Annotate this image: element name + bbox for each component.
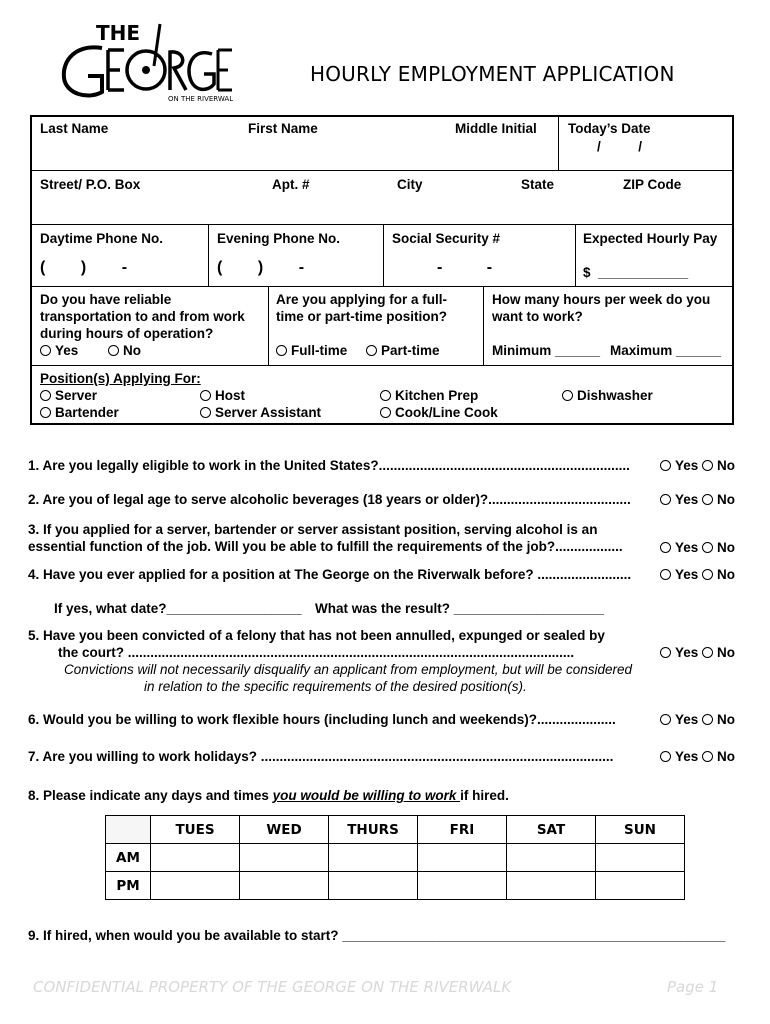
radio-icon[interactable]: [40, 407, 51, 418]
radio-icon[interactable]: [108, 345, 119, 356]
first-name-label: First Name: [248, 121, 318, 136]
availability-table: [105, 815, 685, 900]
radio-icon[interactable]: [366, 345, 377, 356]
last-name-label: Last Name: [40, 121, 109, 136]
max-hours-field[interactable]: Maximum ______: [610, 343, 722, 358]
availability-cell[interactable]: [596, 872, 685, 900]
middle-initial-label: Middle Initial: [455, 121, 537, 136]
radio-icon[interactable]: [702, 542, 713, 553]
radio-icon[interactable]: [702, 494, 713, 505]
transport-question-line3: during hours of operation?: [40, 326, 214, 341]
question-1: 1. Are you legally eligible to work in the United States?...................................................................: [28, 458, 630, 473]
position-host[interactable]: Host: [200, 388, 245, 403]
radio-icon[interactable]: [562, 390, 573, 401]
ssn-field[interactable]: - -: [437, 259, 493, 276]
conviction-note-line2: in relation to the specific requirements of the desired position(s).: [144, 679, 527, 694]
divider: [31, 224, 733, 225]
question-7-options[interactable]: Yes No: [660, 749, 735, 764]
zip-label: ZIP Code: [623, 177, 682, 192]
time-row-header: AM: [106, 844, 151, 872]
table-row: [106, 844, 685, 872]
transport-no-option[interactable]: No: [108, 343, 141, 358]
positions-heading: Position(s) Applying For:: [40, 371, 201, 386]
street-label: Street/ P.O. Box: [40, 177, 141, 192]
question-8: 8. Please indicate any days and times you would be willing to work if hired.: [28, 788, 509, 803]
svg-text:ON THE RIVERWALK: ON THE RIVERWALK: [168, 95, 233, 103]
radio-icon[interactable]: [702, 647, 713, 658]
availability-cell[interactable]: [507, 872, 596, 900]
table-row: [106, 872, 685, 900]
city-label: City: [397, 177, 423, 192]
question-7: 7. Are you willing to work holidays? ..............................................................................................: [28, 749, 614, 764]
radio-icon[interactable]: [200, 407, 211, 418]
svg-text:THE: THE: [96, 21, 141, 45]
daytime-phone-field[interactable]: ( ) -: [40, 259, 128, 276]
footer-page-number: Page 1: [667, 978, 719, 996]
question-3-options[interactable]: Yes No: [660, 540, 735, 555]
question-6-options[interactable]: Yes No: [660, 712, 735, 727]
daytime-phone-label: Daytime Phone No.: [40, 231, 164, 246]
transport-yes-option[interactable]: Yes: [40, 343, 78, 358]
evening-phone-field[interactable]: ( ) -: [217, 259, 305, 276]
radio-icon[interactable]: [380, 407, 391, 418]
transport-question-line2: transportation to and from work: [40, 309, 245, 324]
question-2: 2. Are you of legal age to serve alcoholic beverages (18 years or older)?......................................: [28, 492, 631, 507]
availability-cell[interactable]: [418, 844, 507, 872]
evening-phone-label: Evening Phone No.: [217, 231, 341, 246]
page-title: HOURLY EMPLOYMENT APPLICATION: [310, 62, 675, 86]
radio-icon[interactable]: [660, 647, 671, 658]
radio-icon[interactable]: [702, 460, 713, 471]
question-3-line1: 3. If you applied for a server, bartender or server assistant position, serving alcohol is an: [28, 522, 598, 537]
availability-cell[interactable]: [329, 844, 418, 872]
divider: [558, 116, 559, 170]
question-4-options[interactable]: Yes No: [660, 567, 735, 582]
radio-icon[interactable]: [660, 714, 671, 725]
radio-icon[interactable]: [702, 569, 713, 580]
availability-cell[interactable]: [151, 872, 240, 900]
conviction-note-line1: Convictions will not necessarily disqualify an applicant from employment, but will be considered: [64, 662, 633, 677]
previous-application-result-field[interactable]: What was the result? ____________________: [315, 601, 604, 616]
george-logo: [58, 18, 233, 104]
question-3-line2: essential function of the job. Will you be able to fulfill the requirements of the job?..................: [28, 539, 623, 554]
day-header: SUN: [596, 816, 685, 844]
divider: [31, 365, 733, 366]
ssn-label: Social Security #: [392, 231, 501, 246]
table-corner-cell: [106, 816, 151, 844]
position-cook-line-cook[interactable]: Cook/Line Cook: [380, 405, 498, 420]
divider: [208, 225, 209, 286]
apt-label: Apt. #: [272, 177, 310, 192]
table-row: [106, 816, 685, 844]
expected-pay-field[interactable]: $ ____________: [583, 265, 689, 280]
fulltime-option[interactable]: Full-time: [276, 343, 347, 358]
footer-confidential: CONFIDENTIAL PROPERTY OF THE GEORGE ON THE RIVERWALK: [33, 978, 512, 996]
question-9-start-date-field[interactable]: 9. If hired, when would you be available to start? ___________________________________________________: [28, 928, 726, 943]
previous-application-date-field[interactable]: If yes, what date?__________________: [54, 601, 302, 616]
availability-cell[interactable]: [329, 872, 418, 900]
radio-icon[interactable]: [660, 569, 671, 580]
position-server-assistant[interactable]: Server Assistant: [200, 405, 321, 420]
position-dishwasher[interactable]: Dishwasher: [562, 388, 653, 403]
question-5-line2: the court? .......................................................................................................................: [58, 645, 575, 660]
day-header: WED: [240, 816, 329, 844]
time-row-header: PM: [106, 872, 151, 900]
radio-icon[interactable]: [276, 345, 287, 356]
radio-icon[interactable]: [660, 494, 671, 505]
position-server[interactable]: Server: [40, 388, 97, 403]
question-2-options[interactable]: Yes No: [660, 492, 735, 507]
divider: [31, 170, 733, 171]
question-5-line1: 5. Have you been convicted of a felony that has not been annulled, expunged or sealed by: [28, 628, 605, 643]
divider: [383, 225, 384, 286]
day-header: THURS: [329, 816, 418, 844]
radio-icon[interactable]: [660, 542, 671, 553]
divider: [575, 225, 576, 286]
radio-icon[interactable]: [660, 460, 671, 471]
radio-icon[interactable]: [40, 345, 51, 356]
radio-icon[interactable]: [702, 714, 713, 725]
availability-cell[interactable]: [418, 872, 507, 900]
radio-icon[interactable]: [200, 390, 211, 401]
question-5-options[interactable]: Yes No: [660, 645, 735, 660]
radio-icon[interactable]: [702, 751, 713, 762]
question-4: 4. Have you ever applied for a position at The George on the Riverwalk before? .........................: [28, 567, 632, 582]
transport-question-line1: Do you have reliable: [40, 292, 172, 307]
divider: [31, 286, 733, 287]
todays-date-label: Today’s Date: [568, 121, 651, 136]
day-header: FRI: [418, 816, 507, 844]
availability-cell[interactable]: [151, 844, 240, 872]
question-1-options[interactable]: Yes No: [660, 458, 735, 473]
state-label: State: [521, 177, 555, 192]
radio-icon[interactable]: [380, 390, 391, 401]
date-slashes: / /: [597, 139, 643, 154]
position-kitchen-prep[interactable]: Kitchen Prep: [380, 388, 478, 403]
hours-question-line2: want to work?: [492, 309, 583, 324]
position-bartender[interactable]: Bartender: [40, 405, 119, 420]
divider: [483, 287, 484, 365]
fulltime-question-line1: Are you applying for a full-: [276, 292, 448, 307]
availability-cell[interactable]: [240, 872, 329, 900]
radio-icon[interactable]: [40, 390, 51, 401]
question-6: 6. Would you be willing to work flexible hours (including lunch and weekends)?.....................: [28, 712, 616, 727]
day-header: SAT: [507, 816, 596, 844]
availability-cell[interactable]: [507, 844, 596, 872]
expected-pay-label: Expected Hourly Pay: [583, 231, 718, 246]
hours-question-line1: How many hours per week do you: [492, 292, 711, 307]
radio-icon[interactable]: [660, 751, 671, 762]
fulltime-question-line2: time or part-time position?: [276, 309, 448, 324]
min-hours-field[interactable]: Minimum ______: [492, 343, 601, 358]
parttime-option[interactable]: Part-time: [366, 343, 440, 358]
availability-cell[interactable]: [240, 844, 329, 872]
divider: [268, 287, 269, 365]
availability-cell[interactable]: [596, 844, 685, 872]
day-header: TUES: [151, 816, 240, 844]
